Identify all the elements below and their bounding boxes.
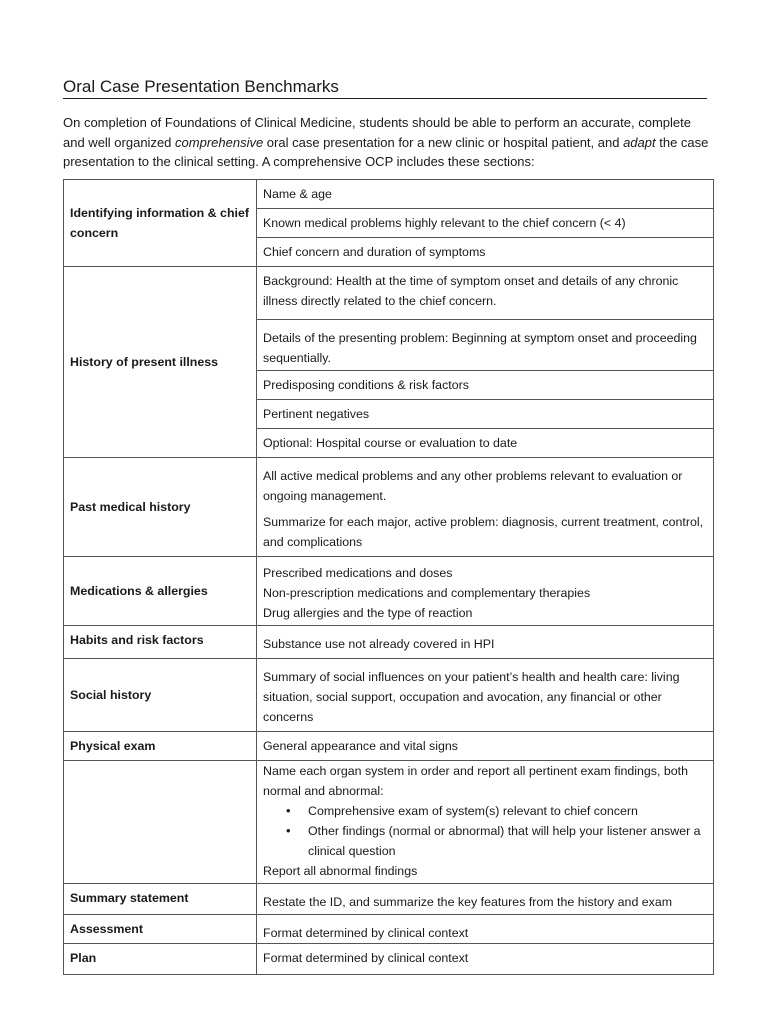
cell-text: Prescribed medications and doses xyxy=(263,566,453,580)
cell-text: Format determined by clinical context xyxy=(263,951,469,965)
cell-text: Predisposing conditions & risk factors xyxy=(263,378,469,392)
cell-text: Substance use not already covered in HPI xyxy=(263,637,495,651)
cell-text: Name & age xyxy=(263,187,332,201)
cell-text: Background: Health at the time of symptom onset and details of any chronic illness directly related to the chief concern. xyxy=(263,274,679,308)
title-text: Oral Case Presentation Benchmarks xyxy=(63,77,339,96)
table-cell xyxy=(257,761,714,884)
table-cell xyxy=(257,429,714,458)
cell-text: Drug allergies and the type of reaction xyxy=(263,606,473,620)
cell-text: Non-prescription medications and complementary therapies xyxy=(263,586,591,600)
label-hpi: History of present illness xyxy=(64,267,257,458)
label-meds: Medications & allergies xyxy=(64,557,257,626)
table-row xyxy=(64,626,714,659)
list-item: • Other findings (normal or abnormal) that will help your listener answer a clinical question xyxy=(308,821,707,861)
cell-text: Name each organ system in order and report all pertinent exam findings, both normal and abnormal: xyxy=(263,764,688,798)
cell-text: Restate the ID, and summarize the key features from the history and exam xyxy=(263,895,673,909)
intro-text-3: the case presentation to the clinical setting. A comprehensive OCP includes these sections: xyxy=(63,134,709,169)
table-row xyxy=(64,557,714,626)
table-row xyxy=(64,915,714,944)
cell-text: Pertinent negatives xyxy=(263,407,370,421)
table-cell xyxy=(257,557,714,626)
benchmarks-table xyxy=(63,179,714,975)
cell-text: Chief concern and duration of symptoms xyxy=(263,245,486,259)
cell-text: Summary of social influences on your patient’s health and health care: living situation, social support, occupation and avocation, any financial or other concerns xyxy=(263,670,680,724)
label-plan: Plan xyxy=(64,944,257,975)
table-row xyxy=(64,180,714,209)
table-cell xyxy=(257,238,714,267)
exam-bullet-list xyxy=(263,801,707,861)
cell-text: All active medical problems and any other problems relevant to evaluation or ongoing management. xyxy=(263,469,683,503)
table-row xyxy=(64,884,714,915)
label-social: Social history xyxy=(64,659,257,732)
cell-text: Known medical problems highly relevant to the chief concern (< 4) xyxy=(263,216,626,230)
table-cell xyxy=(257,884,714,915)
cell-text: Format determined by clinical context xyxy=(263,926,469,940)
intro-emphasis-comprehensive: comprehensive xyxy=(175,134,264,150)
table-cell xyxy=(257,320,714,371)
cell-text: Report all abnormal findings xyxy=(263,864,418,878)
intro-text-1: On completion of Foundations of Clinical Medicine, students should be able to perform an accurate, complete and well organized xyxy=(63,115,691,150)
cell-text: General appearance and vital signs xyxy=(263,739,458,753)
table-cell xyxy=(257,209,714,238)
table-cell xyxy=(257,915,714,944)
table-cell xyxy=(257,944,714,975)
table-row xyxy=(64,944,714,975)
label-assessment: Assessment xyxy=(64,915,257,944)
label-habits: Habits and risk factors xyxy=(64,626,257,659)
list-item: • Comprehensive exam of system(s) relevant to chief concern xyxy=(308,801,707,821)
intro-emphasis-adapt: adapt xyxy=(623,134,656,150)
intro-paragraph xyxy=(63,113,713,172)
table-cell xyxy=(257,371,714,400)
table-row xyxy=(64,659,714,732)
cell-text: Details of the presenting problem: Beginning at symptom onset and proceeding sequentially. xyxy=(263,331,697,365)
cell-text: Optional: Hospital course or evaluation to date xyxy=(263,436,518,450)
table-row xyxy=(64,458,714,557)
cell-text: Summarize for each major, active problem: diagnosis, current treatment, control, and complications xyxy=(263,515,704,549)
document-title xyxy=(63,76,707,99)
table-cell xyxy=(257,732,714,761)
table-cell xyxy=(257,180,714,209)
label-identifying: Identifying information & chief concern xyxy=(64,180,257,267)
label-exam: Physical exam xyxy=(64,732,257,761)
table-cell xyxy=(257,458,714,557)
table-cell xyxy=(257,659,714,732)
label-empty xyxy=(64,761,257,884)
table-row xyxy=(64,267,714,320)
label-summary: Summary statement xyxy=(64,884,257,915)
table-cell xyxy=(257,626,714,659)
table-cell xyxy=(257,267,714,320)
label-pmh: Past medical history xyxy=(64,458,257,557)
table-cell xyxy=(257,400,714,429)
table-row xyxy=(64,732,714,761)
table-row xyxy=(64,761,714,884)
intro-text-2: oral case presentation for a new clinic or hospital patient, and xyxy=(263,134,624,150)
